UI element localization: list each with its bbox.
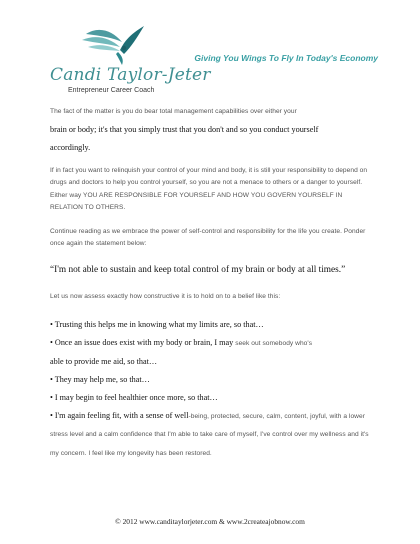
list-item: • I may begin to feel healthier once more, so that…: [50, 392, 218, 402]
paragraph-1-dark-text: brain or body; it's that you simply trust that you don't and so you conduct yourself: [50, 124, 319, 134]
tagline: Giving You Wings To Fly In Today's Economy: [194, 53, 378, 63]
document-body: [50, 100, 372, 460]
list-item: • Once an issue does exist with my body or brain, I may seek out somebody who's able to provide me aid, so that…: [50, 338, 313, 366]
quoted-statement: “I'm not able to sustain and keep total control of my brain or body at all times.”: [50, 264, 346, 275]
brand-subtitle: Entrepreneur Career Coach: [68, 87, 155, 94]
paragraph-1: [50, 100, 372, 155]
paragraph-1-dark-text-2: accordingly.: [50, 142, 91, 152]
paragraph-1-light-text: The fact of the matter is you do bear total management capabilities over either your: [50, 108, 297, 115]
bullet-list: [50, 314, 372, 460]
list-item: • They may help me, so that…: [50, 374, 150, 384]
paragraph-2: If in fact you want to relinquish your control of your mind and body, it is still your responsibility to depend on drugs and doctors to help you control yourself, so you are not a menace to others or a danger to yourself. Either way YOU ARE RESPONSIBLE FOR YOURSELF AND HOW YOU GOVERN YOURSELF IN RELATION TO OTHERS.: [50, 166, 368, 211]
brand-name: Candi Taylor-Jeter: [50, 65, 211, 85]
paragraph-5: Let us now assess exactly how constructive it is to hold on to a belief like this:: [50, 292, 281, 300]
paragraph-3: Continue reading as we embrace the power of self-control and responsibility for the life you create. Ponder once again the statement below:: [50, 227, 366, 247]
list-item: • Trusting this helps me in knowing what my limits are, so that…: [50, 320, 264, 329]
list-item: • I'm again feeling fit, with a sense of well-being, protected, secure, calm, content, joyful, with a lower stress level and a calm confidence that I'm able to take care of myself, I've control over my wellness and it's my concern. I feel like my longevity has been restored.: [50, 410, 369, 457]
footer-copyright: © 2012 www.canditaylorjeter.com & www.2createajobnow.com: [115, 517, 305, 526]
bird-wings-icon: [78, 20, 148, 66]
